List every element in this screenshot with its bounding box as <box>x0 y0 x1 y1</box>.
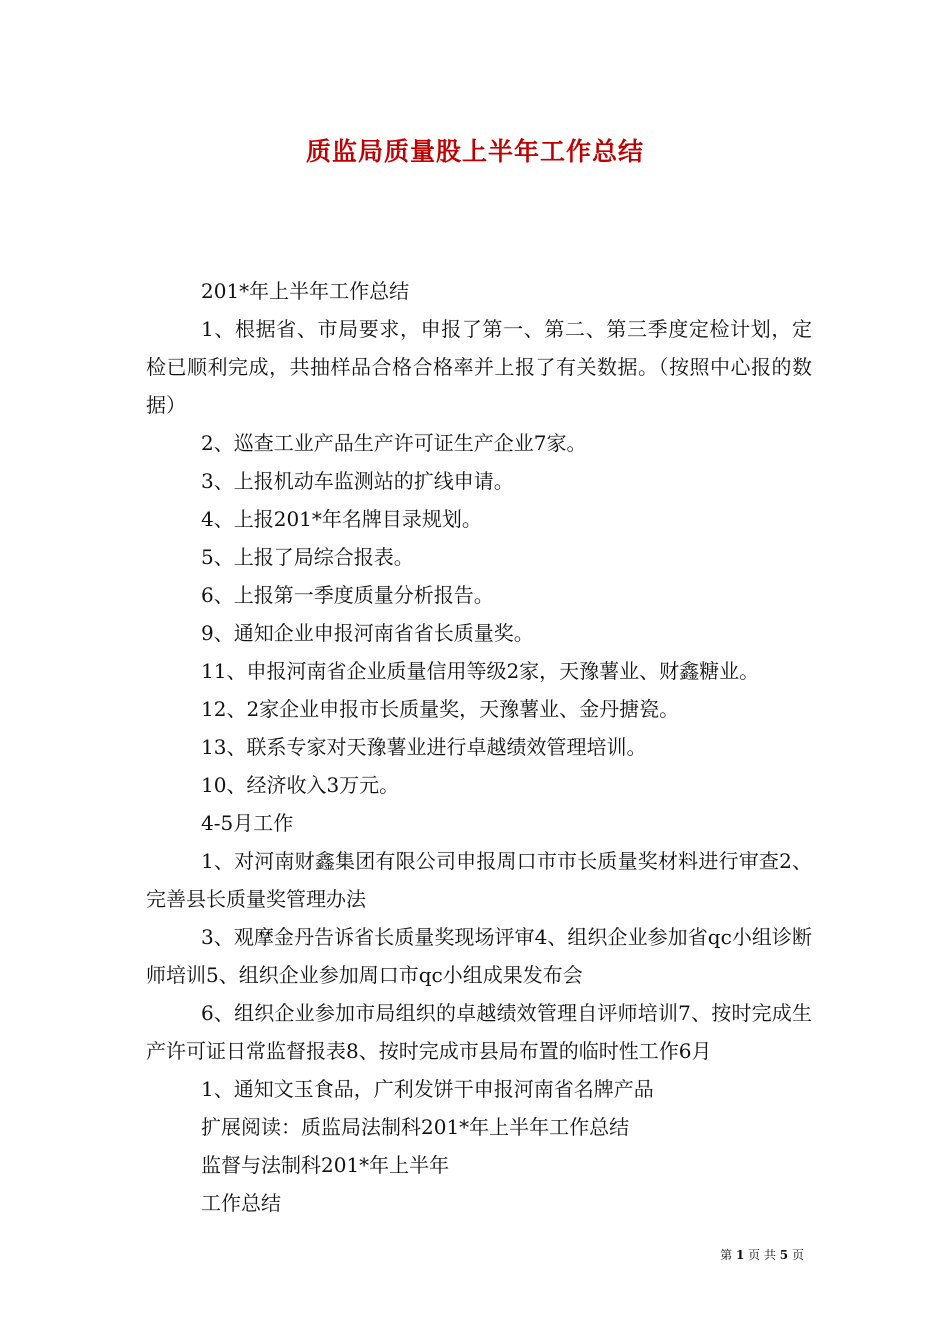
page-footer <box>720 1246 804 1263</box>
paragraph-april-may-heading: 4-5月工作 <box>201 811 294 835</box>
footer-total-pages: 5 <box>779 1248 789 1262</box>
paragraph-item-4: 4、上报201*年名牌目录规划。 <box>201 507 482 531</box>
footer-page-number: 1 <box>735 1248 745 1262</box>
paragraph-legal-section-heading: 监督与法制科201*年上半年 <box>201 1153 450 1177</box>
paragraph-item-2: 2、巡查工业产品生产许可证生产企业7家。 <box>201 431 587 455</box>
document-body <box>146 272 812 1222</box>
paragraph-item-3: 3、上报机动车监测站的扩线申请。 <box>201 469 514 493</box>
paragraph-summary-heading: 201*年上半年工作总结 <box>201 279 410 303</box>
paragraph-item-11: 11、申报河南省企业质量信用等级2家，天豫薯业、财鑫糖业。 <box>201 659 760 683</box>
paragraph-item-6: 6、上报第一季度质量分析报告。 <box>201 583 494 607</box>
paragraph-extended-reading: 扩展阅读：质监局法制科201*年上半年工作总结 <box>201 1115 630 1139</box>
footer-prefix: 第 <box>720 1248 733 1262</box>
footer-middle: 页 共 <box>748 1248 776 1262</box>
paragraph-item-10: 10、经济收入3万元。 <box>201 773 400 797</box>
paragraph-april-may-6: 6、组织企业参加市局组织的卓越绩效管理自评师培训7、按时完成生产许可证日常监督报表8、按时完成市县局布置的临时性工作6月 <box>146 1001 812 1063</box>
document-title: 质监局质量股上半年工作总结 <box>305 137 644 166</box>
paragraph-item-12: 12、2家企业申报市长质量奖，天豫薯业、金丹搪瓷。 <box>201 697 680 721</box>
paragraph-item-5: 5、上报了局综合报表。 <box>201 545 414 569</box>
paragraph-item-9: 9、通知企业申报河南省省长质量奖。 <box>201 621 534 645</box>
paragraph-june-1: 1、通知文玉食品，广利发饼干申报河南省名牌产品 <box>201 1077 654 1101</box>
paragraph-work-summary: 工作总结 <box>201 1191 281 1215</box>
footer-suffix: 页 <box>791 1248 804 1262</box>
paragraph-april-may-3: 3、观摩金丹告诉省长质量奖现场评审4、组织企业参加省qc小组诊断师培训5、组织企业参加周口市qc小组成果发布会 <box>146 925 812 987</box>
paragraph-item-1: 1、根据省、市局要求，申报了第一、第二、第三季度定检计划，定检已顺利完成，共抽样品合格合格率并上报了有关数据。（按照中心报的数据） <box>146 317 812 417</box>
paragraph-item-13: 13、联系专家对天豫薯业进行卓越绩效管理培训。 <box>201 735 647 759</box>
paragraph-april-may-1: 1、对河南财鑫集团有限公司申报周口市市长质量奖材料进行审查2、完善县长质量奖管理办法 <box>146 849 812 911</box>
